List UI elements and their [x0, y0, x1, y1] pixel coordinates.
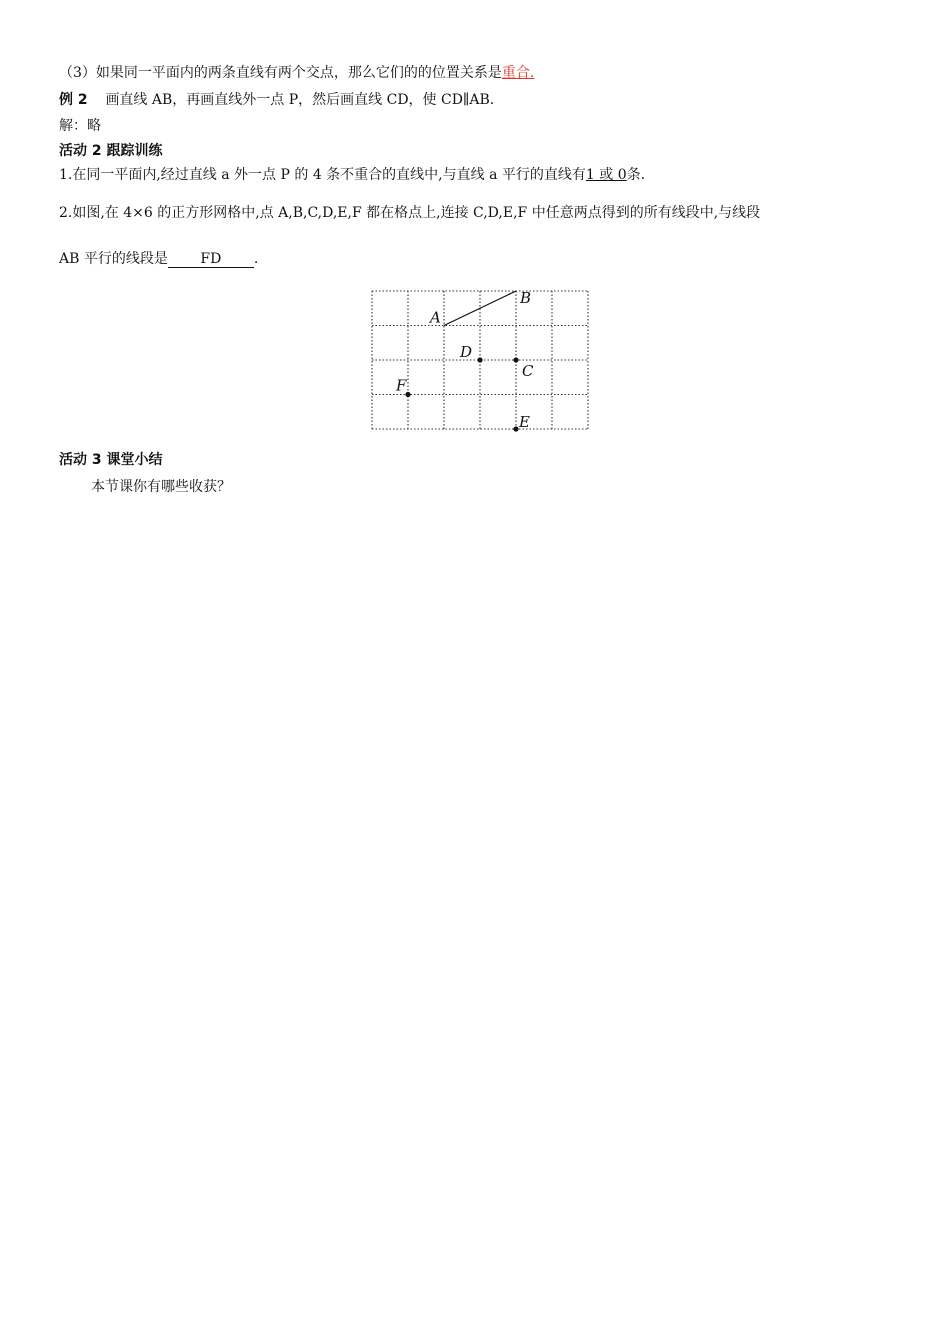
label-f: F	[396, 376, 407, 395]
exercise-1	[59, 165, 645, 185]
solution-text: 解：略	[59, 118, 101, 134]
label-d: D	[460, 343, 473, 361]
point-c	[513, 357, 518, 362]
example-2-label: 例 2	[59, 92, 88, 108]
point-d	[477, 357, 482, 362]
exercise-2-line2	[59, 249, 258, 269]
label-a: A	[430, 308, 441, 327]
label-b: B	[520, 289, 532, 307]
question-3	[59, 63, 534, 83]
question-3-answer: 重合.	[501, 65, 535, 81]
summary-question: 本节课你有哪些收获？	[91, 479, 231, 495]
activity-3-heading: 活动 3 课堂小结	[59, 452, 163, 468]
exercise-1-suffix: 条.	[626, 167, 646, 183]
exercise-2-line1: 2.如图,在 4×6 的正方形网格中,点 A,B,C,D,E,F 都在格点上,连接 C,D,E,F 中任意两点得到的所有线段中,与线段	[59, 205, 761, 221]
exercise-2-answer-blank	[168, 251, 254, 268]
exercise-1-answer: 1 或 0	[585, 167, 627, 183]
exercise-2-prefix: AB 平行的线段是	[59, 251, 168, 267]
example-2	[59, 90, 494, 110]
exercise-2-suffix: .	[253, 251, 259, 267]
label-c: C	[522, 362, 534, 380]
question-3-text: （3）如果同一平面内的两条直线有两个交点，那么它们的的位置关系是	[59, 65, 502, 81]
point-e	[513, 426, 518, 431]
grid-figure	[355, 280, 605, 435]
example-2-text: 画直线 AB，再画直线外一点 P，然后画直线 CD，使 CD∥AB.	[105, 92, 495, 108]
exercise-2-answer: FD	[200, 251, 222, 267]
exercise-1-text: 1.在同一平面内,经过直线 a 外一点 P 的 4 条不重合的直线中,与直线 a 平行的直线有	[59, 167, 586, 183]
activity-2-heading: 活动 2 跟踪训练	[59, 143, 163, 159]
label-e: E	[519, 413, 530, 431]
